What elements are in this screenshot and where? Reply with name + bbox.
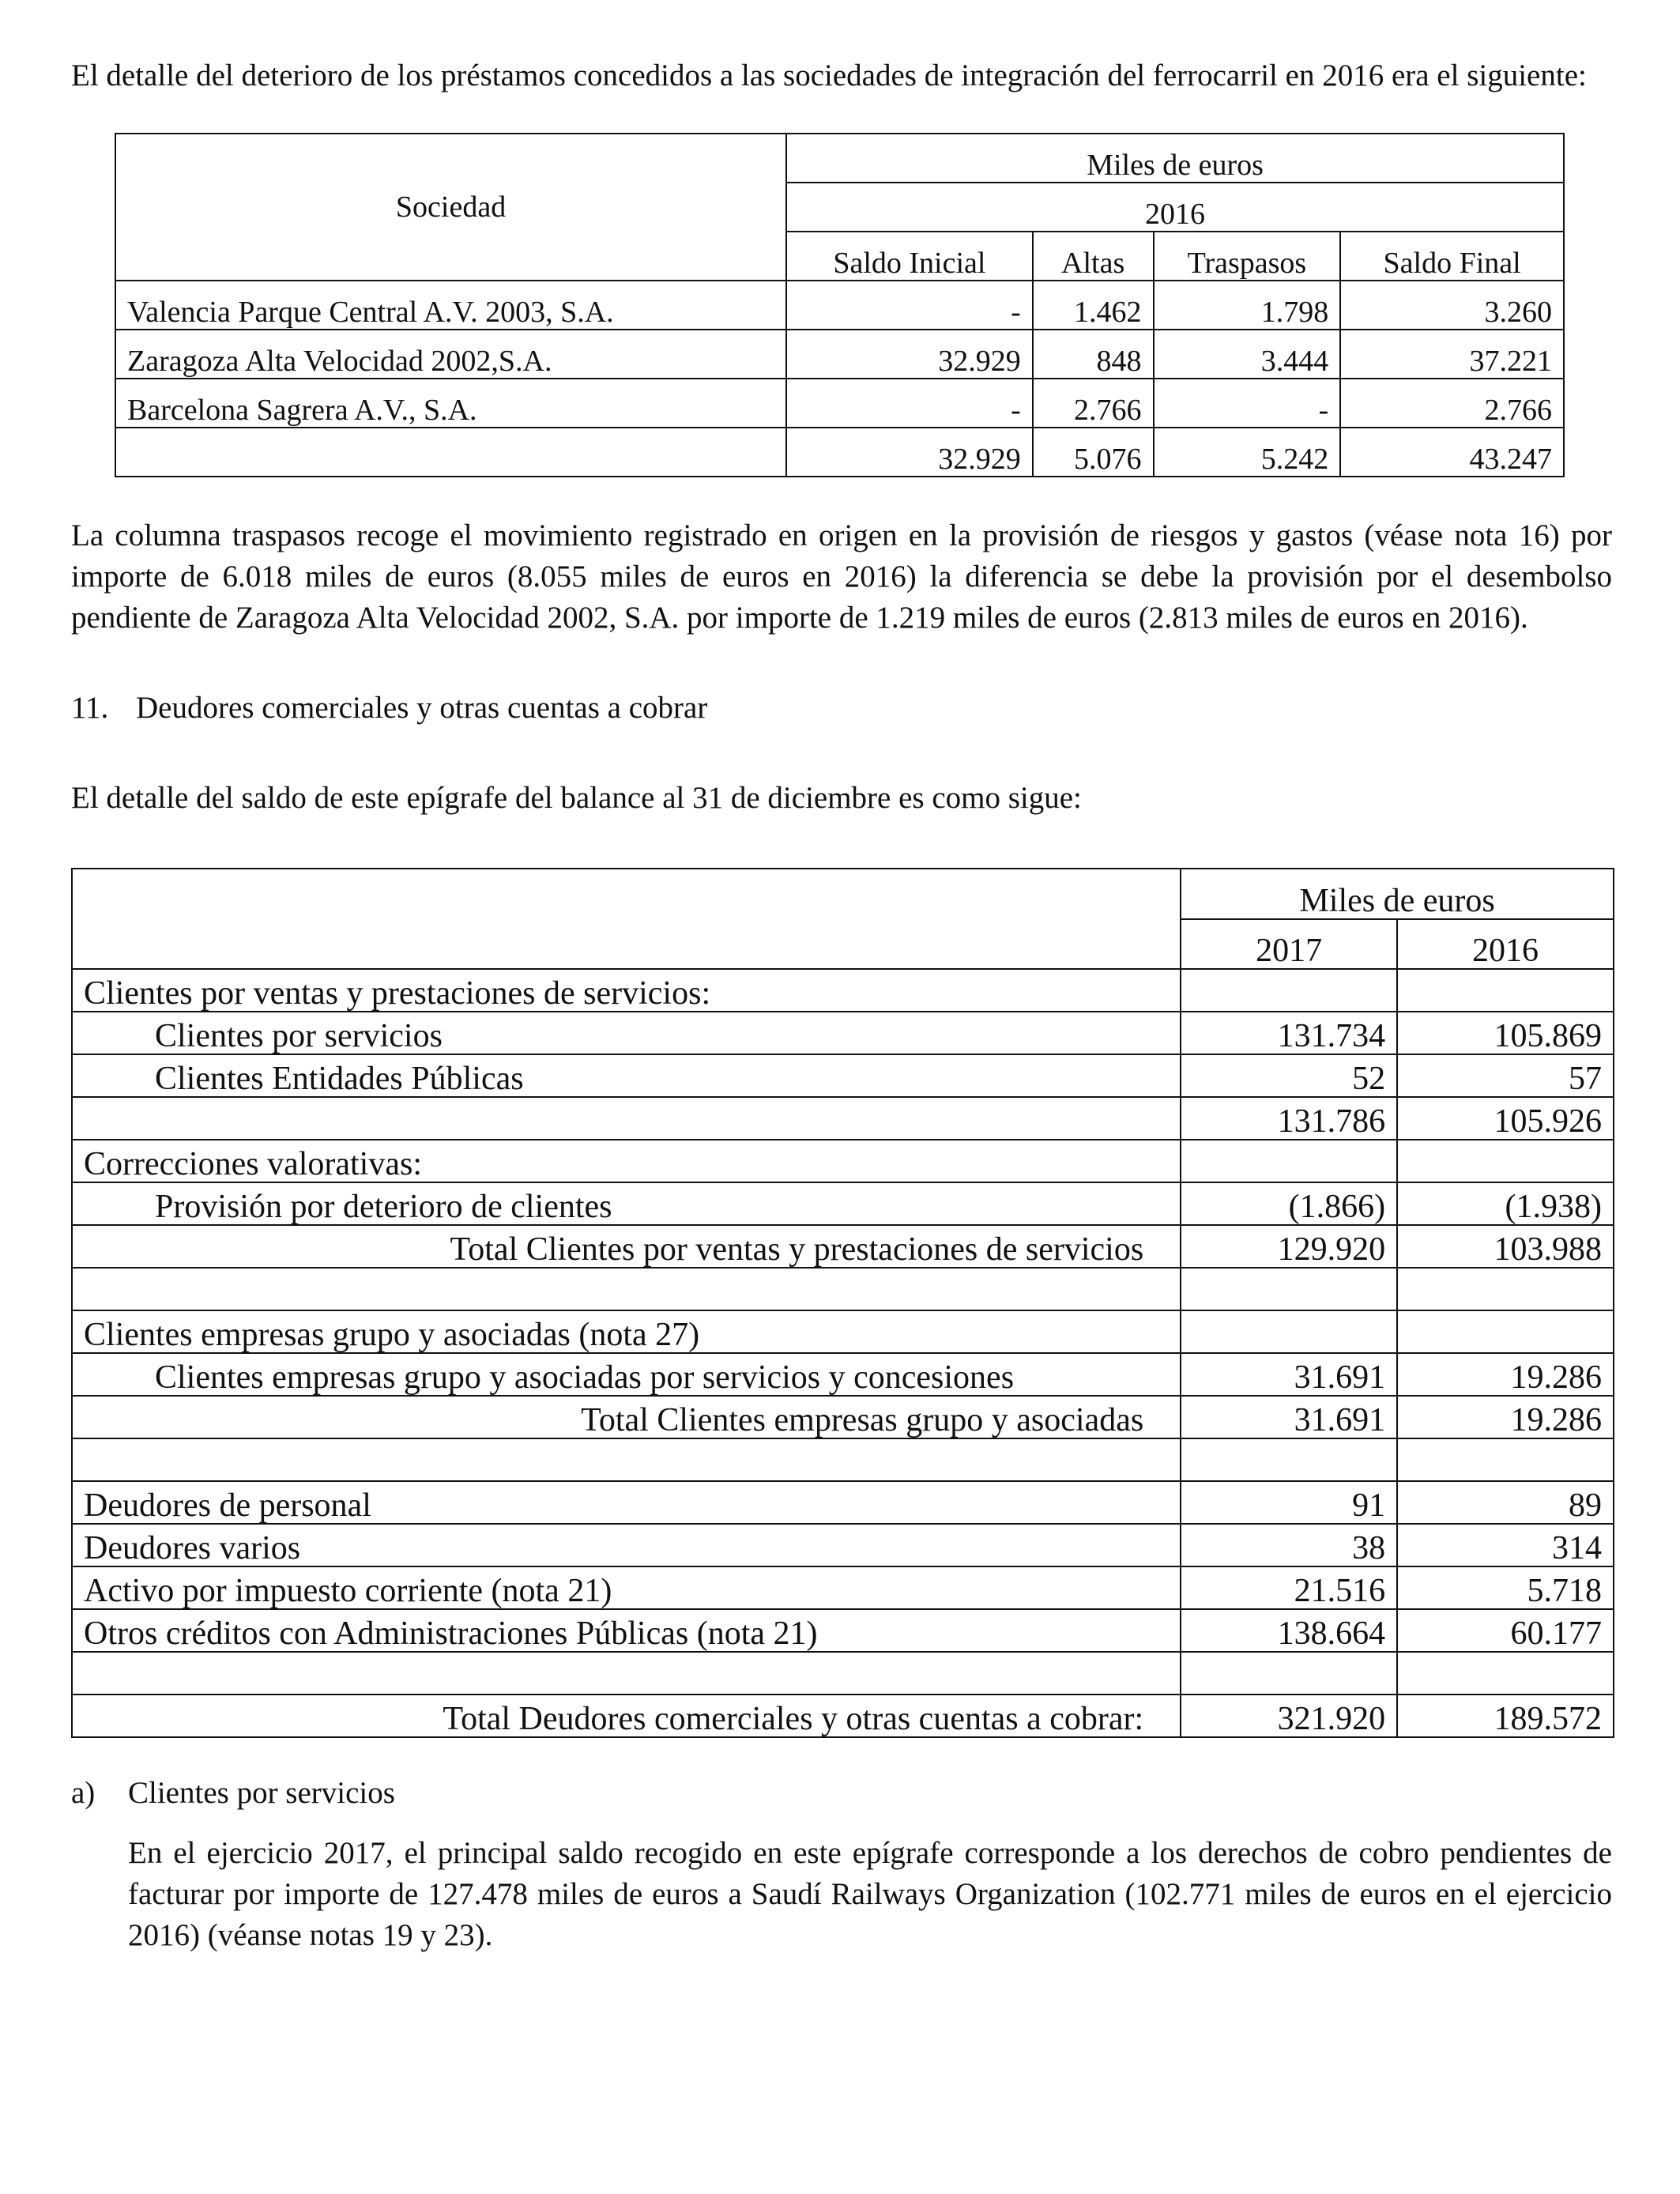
value-2016: 19.286 xyxy=(1397,1353,1614,1396)
value-2016 xyxy=(1397,969,1614,1012)
value-2016 xyxy=(1397,1652,1614,1695)
value-2017: 91 xyxy=(1181,1481,1397,1524)
header-miles-de-euros: Miles de euros xyxy=(786,134,1564,183)
table-row xyxy=(72,1140,1614,1182)
cell-value: 5.076 xyxy=(1033,428,1154,477)
row-label: Clientes empresas grupo y asociadas por servicios y concesiones xyxy=(72,1353,1181,1396)
cell-value: 848 xyxy=(1033,330,1154,379)
cell-value: 1.462 xyxy=(1033,281,1154,330)
total-row xyxy=(72,1695,1614,1737)
subsection-letter: a) xyxy=(71,1776,96,1810)
value-2017: 38 xyxy=(1181,1524,1397,1566)
detalle-paragraph: El detalle del saldo de este epígrafe del balance al 31 de diciembre es como sigue: xyxy=(71,781,1082,815)
section-heading xyxy=(71,688,1612,729)
table-row xyxy=(72,1097,1614,1140)
cell-value: 43.247 xyxy=(1340,428,1564,477)
table-row xyxy=(72,1268,1614,1310)
row-label: Zaragoza Alta Velocidad 2002,S.A. xyxy=(115,330,786,379)
value-2017: 321.920 xyxy=(1181,1695,1397,1737)
header-saldo-inicial: Saldo Inicial xyxy=(786,232,1033,281)
table-row xyxy=(115,379,1564,428)
section-title: Deudores comerciales y otras cuentas a cobrar xyxy=(136,691,708,725)
cell-value: 2.766 xyxy=(1033,379,1154,428)
row-label: Deudores varios xyxy=(72,1524,1181,1566)
table-row xyxy=(72,1566,1614,1609)
value-2016 xyxy=(1397,1140,1614,1182)
value-2016: (1.938) xyxy=(1397,1182,1614,1225)
subsection-heading xyxy=(71,1773,1612,1814)
table-row xyxy=(72,1481,1614,1524)
row-label: Barcelona Sagrera A.V., S.A. xyxy=(115,379,786,428)
value-2017: 31.691 xyxy=(1181,1396,1397,1438)
value-2017: (1.866) xyxy=(1181,1182,1397,1225)
value-2016: 189.572 xyxy=(1397,1695,1614,1737)
table-row xyxy=(115,330,1564,379)
value-2016: 314 xyxy=(1397,1524,1614,1566)
value-2017: 129.920 xyxy=(1181,1225,1397,1268)
value-2017: 131.734 xyxy=(1181,1012,1397,1054)
cell-value: - xyxy=(1154,379,1341,428)
value-2017 xyxy=(1181,1652,1397,1695)
value-2016: 103.988 xyxy=(1397,1225,1614,1268)
table-row xyxy=(72,1438,1614,1481)
value-2017: 138.664 xyxy=(1181,1609,1397,1652)
row-label: Total Clientes empresas grupo y asociadas xyxy=(72,1396,1181,1438)
row-label: Correcciones valorativas: xyxy=(72,1140,1181,1182)
row-label: Total Clientes por ventas y prestaciones de servicios xyxy=(72,1225,1181,1268)
header-year-2017: 2017 xyxy=(1181,919,1397,970)
row-label: Clientes Entidades Públicas xyxy=(72,1054,1181,1097)
value-2016 xyxy=(1397,1268,1614,1310)
cell-value: 1.798 xyxy=(1154,281,1341,330)
section-number: 11. xyxy=(71,691,109,725)
row-label: Total Deudores comerciales y otras cuentas a cobrar: xyxy=(72,1695,1181,1737)
row-label xyxy=(72,1652,1181,1695)
value-2016 xyxy=(1397,1310,1614,1353)
subsection-title: Clientes por servicios xyxy=(128,1776,395,1810)
table-row xyxy=(72,1054,1614,1097)
header-blank xyxy=(72,869,1181,969)
subsection-paragraph: En el ejercicio 2017, el principal saldo recogido en este epígrafe corresponde a los derechos de cobro pendientes de facturar por importe de 127.478 miles de euros a Saudí Railways Organization (102.771 miles de euros en el ejercicio 2016) (véanse notas 19 y 23). xyxy=(128,1836,1612,1952)
row-label: Activo por impuesto corriente (nota 21) xyxy=(72,1566,1181,1609)
cell-value: 5.242 xyxy=(1154,428,1341,477)
value-2017 xyxy=(1181,1140,1397,1182)
header-miles-de-euros: Miles de euros xyxy=(1181,869,1614,919)
intro-paragraph: El detalle del deterioro de los préstamos concedidos a las sociedades de integración del ferrocarril en 2016 era el siguiente: xyxy=(71,58,1587,92)
cell-value: 2.766 xyxy=(1340,379,1564,428)
value-2016: 105.869 xyxy=(1397,1012,1614,1054)
row-label: Valencia Parque Central A.V. 2003, S.A. xyxy=(115,281,786,330)
total-row xyxy=(72,1225,1614,1268)
total-row xyxy=(72,1396,1614,1438)
value-2016 xyxy=(1397,1438,1614,1481)
table-row xyxy=(72,1524,1614,1566)
table-row xyxy=(72,1652,1614,1695)
table-row xyxy=(72,969,1614,1012)
header-year: 2016 xyxy=(786,183,1564,232)
cell-value: - xyxy=(786,281,1033,330)
value-2016: 57 xyxy=(1397,1054,1614,1097)
row-label xyxy=(72,1438,1181,1481)
row-label: Clientes por ventas y prestaciones de servicios: xyxy=(72,969,1181,1012)
total-row xyxy=(115,428,1564,477)
cell-value: 3.444 xyxy=(1154,330,1341,379)
receivables-table xyxy=(71,868,1614,1738)
cell-value: 37.221 xyxy=(1340,330,1564,379)
table-row xyxy=(72,1609,1614,1652)
value-2017: 21.516 xyxy=(1181,1566,1397,1609)
row-label xyxy=(72,1268,1181,1310)
value-2017 xyxy=(1181,1268,1397,1310)
cell-value: 32.929 xyxy=(786,330,1033,379)
cell-value: 3.260 xyxy=(1340,281,1564,330)
header-year-2016: 2016 xyxy=(1397,919,1614,970)
row-label xyxy=(115,428,786,477)
value-2016: 5.718 xyxy=(1397,1566,1614,1609)
row-label: Clientes empresas grupo y asociadas (nota 27) xyxy=(72,1310,1181,1353)
table-row xyxy=(72,1353,1614,1396)
value-2016: 60.177 xyxy=(1397,1609,1614,1652)
value-2016: 19.286 xyxy=(1397,1396,1614,1438)
table-row xyxy=(72,1182,1614,1225)
table-row xyxy=(115,281,1564,330)
cell-value: 32.929 xyxy=(786,428,1033,477)
row-label xyxy=(72,1097,1181,1140)
value-2017 xyxy=(1181,969,1397,1012)
row-label: Otros créditos con Administraciones Públicas (nota 21) xyxy=(72,1609,1181,1652)
value-2017 xyxy=(1181,1438,1397,1481)
value-2017: 52 xyxy=(1181,1054,1397,1097)
document-page xyxy=(71,55,1612,1956)
impairment-table xyxy=(115,133,1565,477)
table-row xyxy=(72,1012,1614,1054)
traspasos-paragraph: La columna traspasos recoge el movimiento registrado en origen en la provisión de riesgos y gastos (véase nota 16) por importe de 6.018 miles de euros (8.055 miles de euros en 2016) la diferencia se debe la provisión por el desembolso pendiente de Zaragoza Alta Velocidad 2002, S.A. por importe de 1.219 miles de euros (2.813 miles de euros en 2016). xyxy=(71,518,1612,635)
row-label: Clientes por servicios xyxy=(72,1012,1181,1054)
value-2017: 31.691 xyxy=(1181,1353,1397,1396)
table-row xyxy=(72,1310,1614,1353)
receivables-body xyxy=(72,969,1614,1737)
row-label: Deudores de personal xyxy=(72,1481,1181,1524)
header-sociedad: Sociedad xyxy=(115,134,786,281)
header-traspasos: Traspasos xyxy=(1154,232,1341,281)
value-2016: 105.926 xyxy=(1397,1097,1614,1140)
value-2017: 131.786 xyxy=(1181,1097,1397,1140)
row-label: Provisión por deterioro de clientes xyxy=(72,1182,1181,1225)
value-2016: 89 xyxy=(1397,1481,1614,1524)
header-saldo-final: Saldo Final xyxy=(1340,232,1564,281)
value-2017 xyxy=(1181,1310,1397,1353)
cell-value: - xyxy=(786,379,1033,428)
header-altas: Altas xyxy=(1033,232,1154,281)
